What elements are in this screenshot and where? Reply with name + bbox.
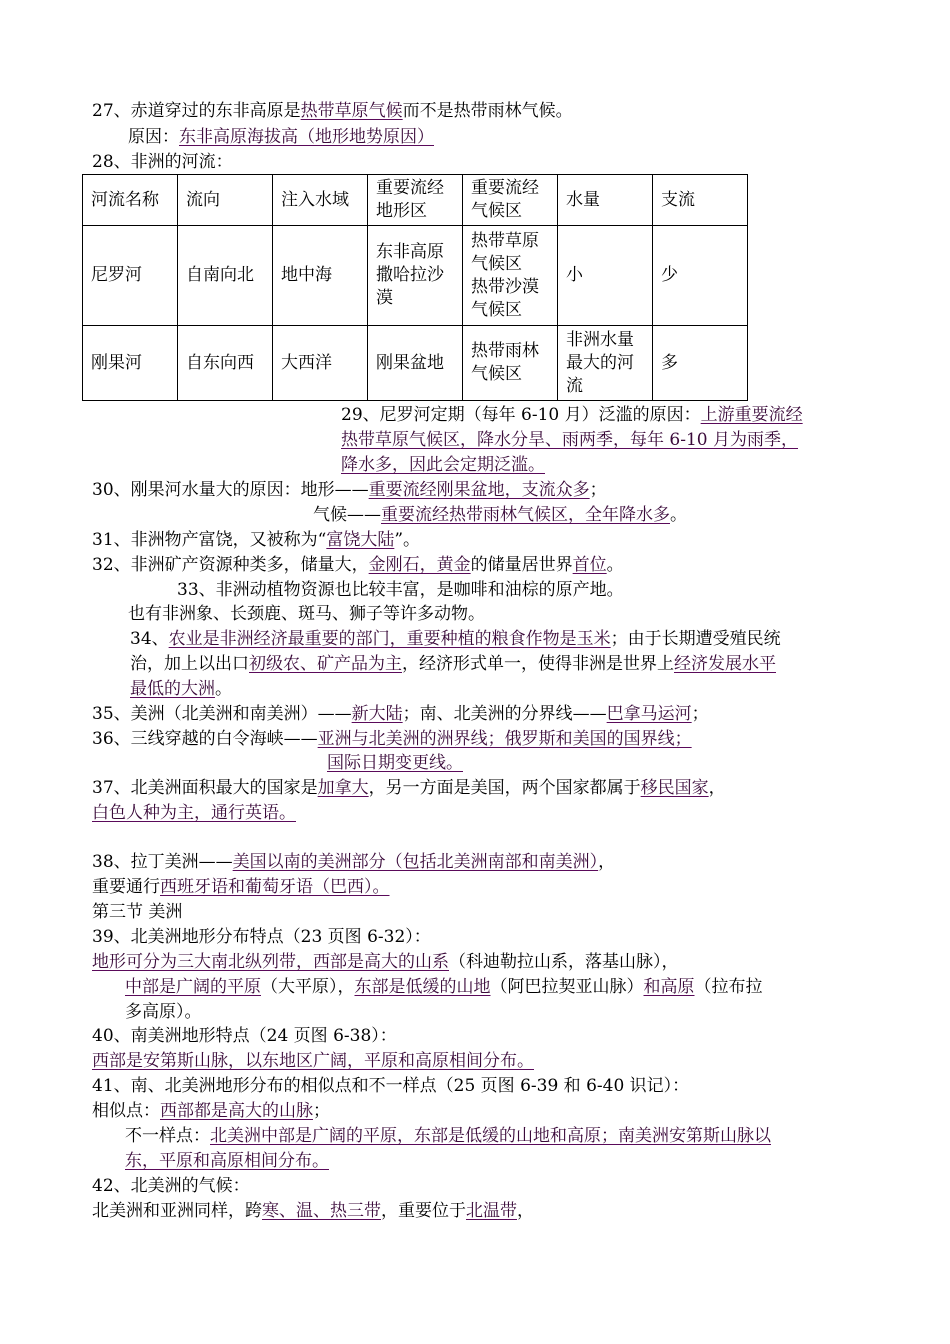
col-header: 重要流经 地形区 <box>368 175 463 226</box>
item-41-different-line2: 东，平原和高原相间分布。 <box>125 1151 329 1171</box>
table-cell: 自东向西 <box>178 326 273 401</box>
item-42: 42、北美洲的气候： <box>92 1176 250 1196</box>
item-34: 34、农业是非洲经济最重要的部门，重要种植的粮食作物是玉米；由于长期遭受殖民统 <box>130 629 781 649</box>
col-header: 河流名称 <box>83 175 178 226</box>
item-27-reason: 原因：东非高原海拔高（地形地势原因） <box>128 127 434 147</box>
item-37: 37、北美洲面积最大的国家是加拿大，另一方面是美国，两个国家都属于移民国家， <box>92 778 726 798</box>
table-cell: 东非高原 撒哈拉沙 漠 <box>368 226 463 326</box>
table-row <box>83 226 748 326</box>
item-40: 40、南美洲地形特点（24 页图 6-38）： <box>92 1026 397 1046</box>
table-header-row <box>83 175 748 226</box>
table-cell: 刚果盆地 <box>368 326 463 401</box>
rivers-table <box>82 174 748 401</box>
item-38: 38、拉丁美洲——美国以南的美洲部分（包括北美洲南部和南美洲）， <box>92 852 616 872</box>
item-29: 29、尼罗河定期（每年 6-10 月）泛滥的原因：上游重要流经 <box>341 405 803 425</box>
item-33-line2: 也有非洲象、长颈鹿、斑马、狮子等许多动物。 <box>128 604 485 624</box>
table-cell: 自南向北 <box>178 226 273 326</box>
table-cell: 大西洋 <box>273 326 368 401</box>
col-header: 重要流经 气候区 <box>463 175 558 226</box>
section-heading: 第三节 美洲 <box>92 902 183 922</box>
table-cell: 非洲水量 最大的河 流 <box>558 326 653 401</box>
table-cell: 热带草原 气候区 热带沙漠 气候区 <box>463 226 558 326</box>
item-39-line3: 多高原）。 <box>125 1002 202 1022</box>
item-41-different: 不一样点：北美洲中部是广阔的平原，东部是低缓的山地和高原；南美洲安第斯山脉以 <box>125 1126 771 1146</box>
col-header: 流向 <box>178 175 273 226</box>
item-41: 41、南、北美洲地形分布的相似点和不一样点（25 页图 6-39 和 6-40 识记）： <box>92 1076 690 1096</box>
item-33: 33、非洲动植物资源也比较丰富，是咖啡和油棕的原产地。 <box>177 580 624 600</box>
item-38-line2: 重要通行西班牙语和葡萄牙语（巴西）。 <box>92 877 390 897</box>
item-29-line2: 热带草原气候区，降水分旱、雨两季，每年 6-10 月为雨季， <box>341 430 798 450</box>
item-34-line3: 最低的大洲。 <box>130 679 232 699</box>
item-36-line2: 国际日期变更线。 <box>327 753 463 773</box>
item-29-line3: 降水多，因此会定期泛滥。 <box>341 455 545 475</box>
col-header: 支流 <box>653 175 748 226</box>
table-cell: 小 <box>558 226 653 326</box>
table-row <box>83 326 748 401</box>
item-34-line2: 治，加上以出口初级农、矿产品为主，经济形式单一，使得非洲是世界上经济发展水平 <box>130 654 776 674</box>
item-32: 32、非洲矿产资源种类多，储量大，金刚石，黄金的储量居世界首位。 <box>92 555 624 575</box>
table-cell: 刚果河 <box>83 326 178 401</box>
item-37-line2: 白色人种为主，通行英语。 <box>92 803 296 823</box>
item-30: 30、刚果河水量大的原因：地形——重要流经刚果盆地，支流众多； <box>92 480 607 500</box>
item-36: 36、三线穿越的白令海峡——亚洲与北美洲的洲界线；俄罗斯和美国的国界线； <box>92 729 692 749</box>
table-cell: 尼罗河 <box>83 226 178 326</box>
item-40-line1: 西部是安第斯山脉，以东地区广阔，平原和高原相间分布。 <box>92 1051 534 1071</box>
item-31: 31、非洲物产富饶，又被称为“富饶大陆”。 <box>92 530 421 550</box>
item-30-climate: 气候——重要流经热带雨林气候区，全年降水多。 <box>313 505 687 525</box>
item-39-line1: 地形可分为三大南北纵列带，西部是高大的山系（科迪勒拉山系，落基山脉）， <box>92 952 679 972</box>
item-41-similar: 相似点：西部都是高大的山脉； <box>92 1101 330 1121</box>
item-42-line1: 北美洲和亚洲同样，跨寒、温、热三带，重要位于北温带， <box>92 1201 534 1221</box>
table-cell: 多 <box>653 326 748 401</box>
col-header: 注入水域 <box>273 175 368 226</box>
table-cell: 热带雨林 气候区 <box>463 326 558 401</box>
col-header: 水量 <box>558 175 653 226</box>
item-27: 27、赤道穿过的东非高原是热带草原气候而不是热带雨林气候。 <box>92 101 573 121</box>
item-39-line2: 中部是广阔的平原（大平原），东部是低缓的山地（阿巴拉契亚山脉）和高原（拉布拉 <box>125 977 763 997</box>
table-cell: 地中海 <box>273 226 368 326</box>
item-39: 39、北美洲地形分布特点（23 页图 6-32）： <box>92 927 431 947</box>
item-35: 35、美洲（北美洲和南美洲）——新大陆；南、北美洲的分界线——巴拿马运河； <box>92 704 709 724</box>
table-cell: 少 <box>653 226 748 326</box>
item-28: 28、非洲的河流： <box>92 152 233 172</box>
